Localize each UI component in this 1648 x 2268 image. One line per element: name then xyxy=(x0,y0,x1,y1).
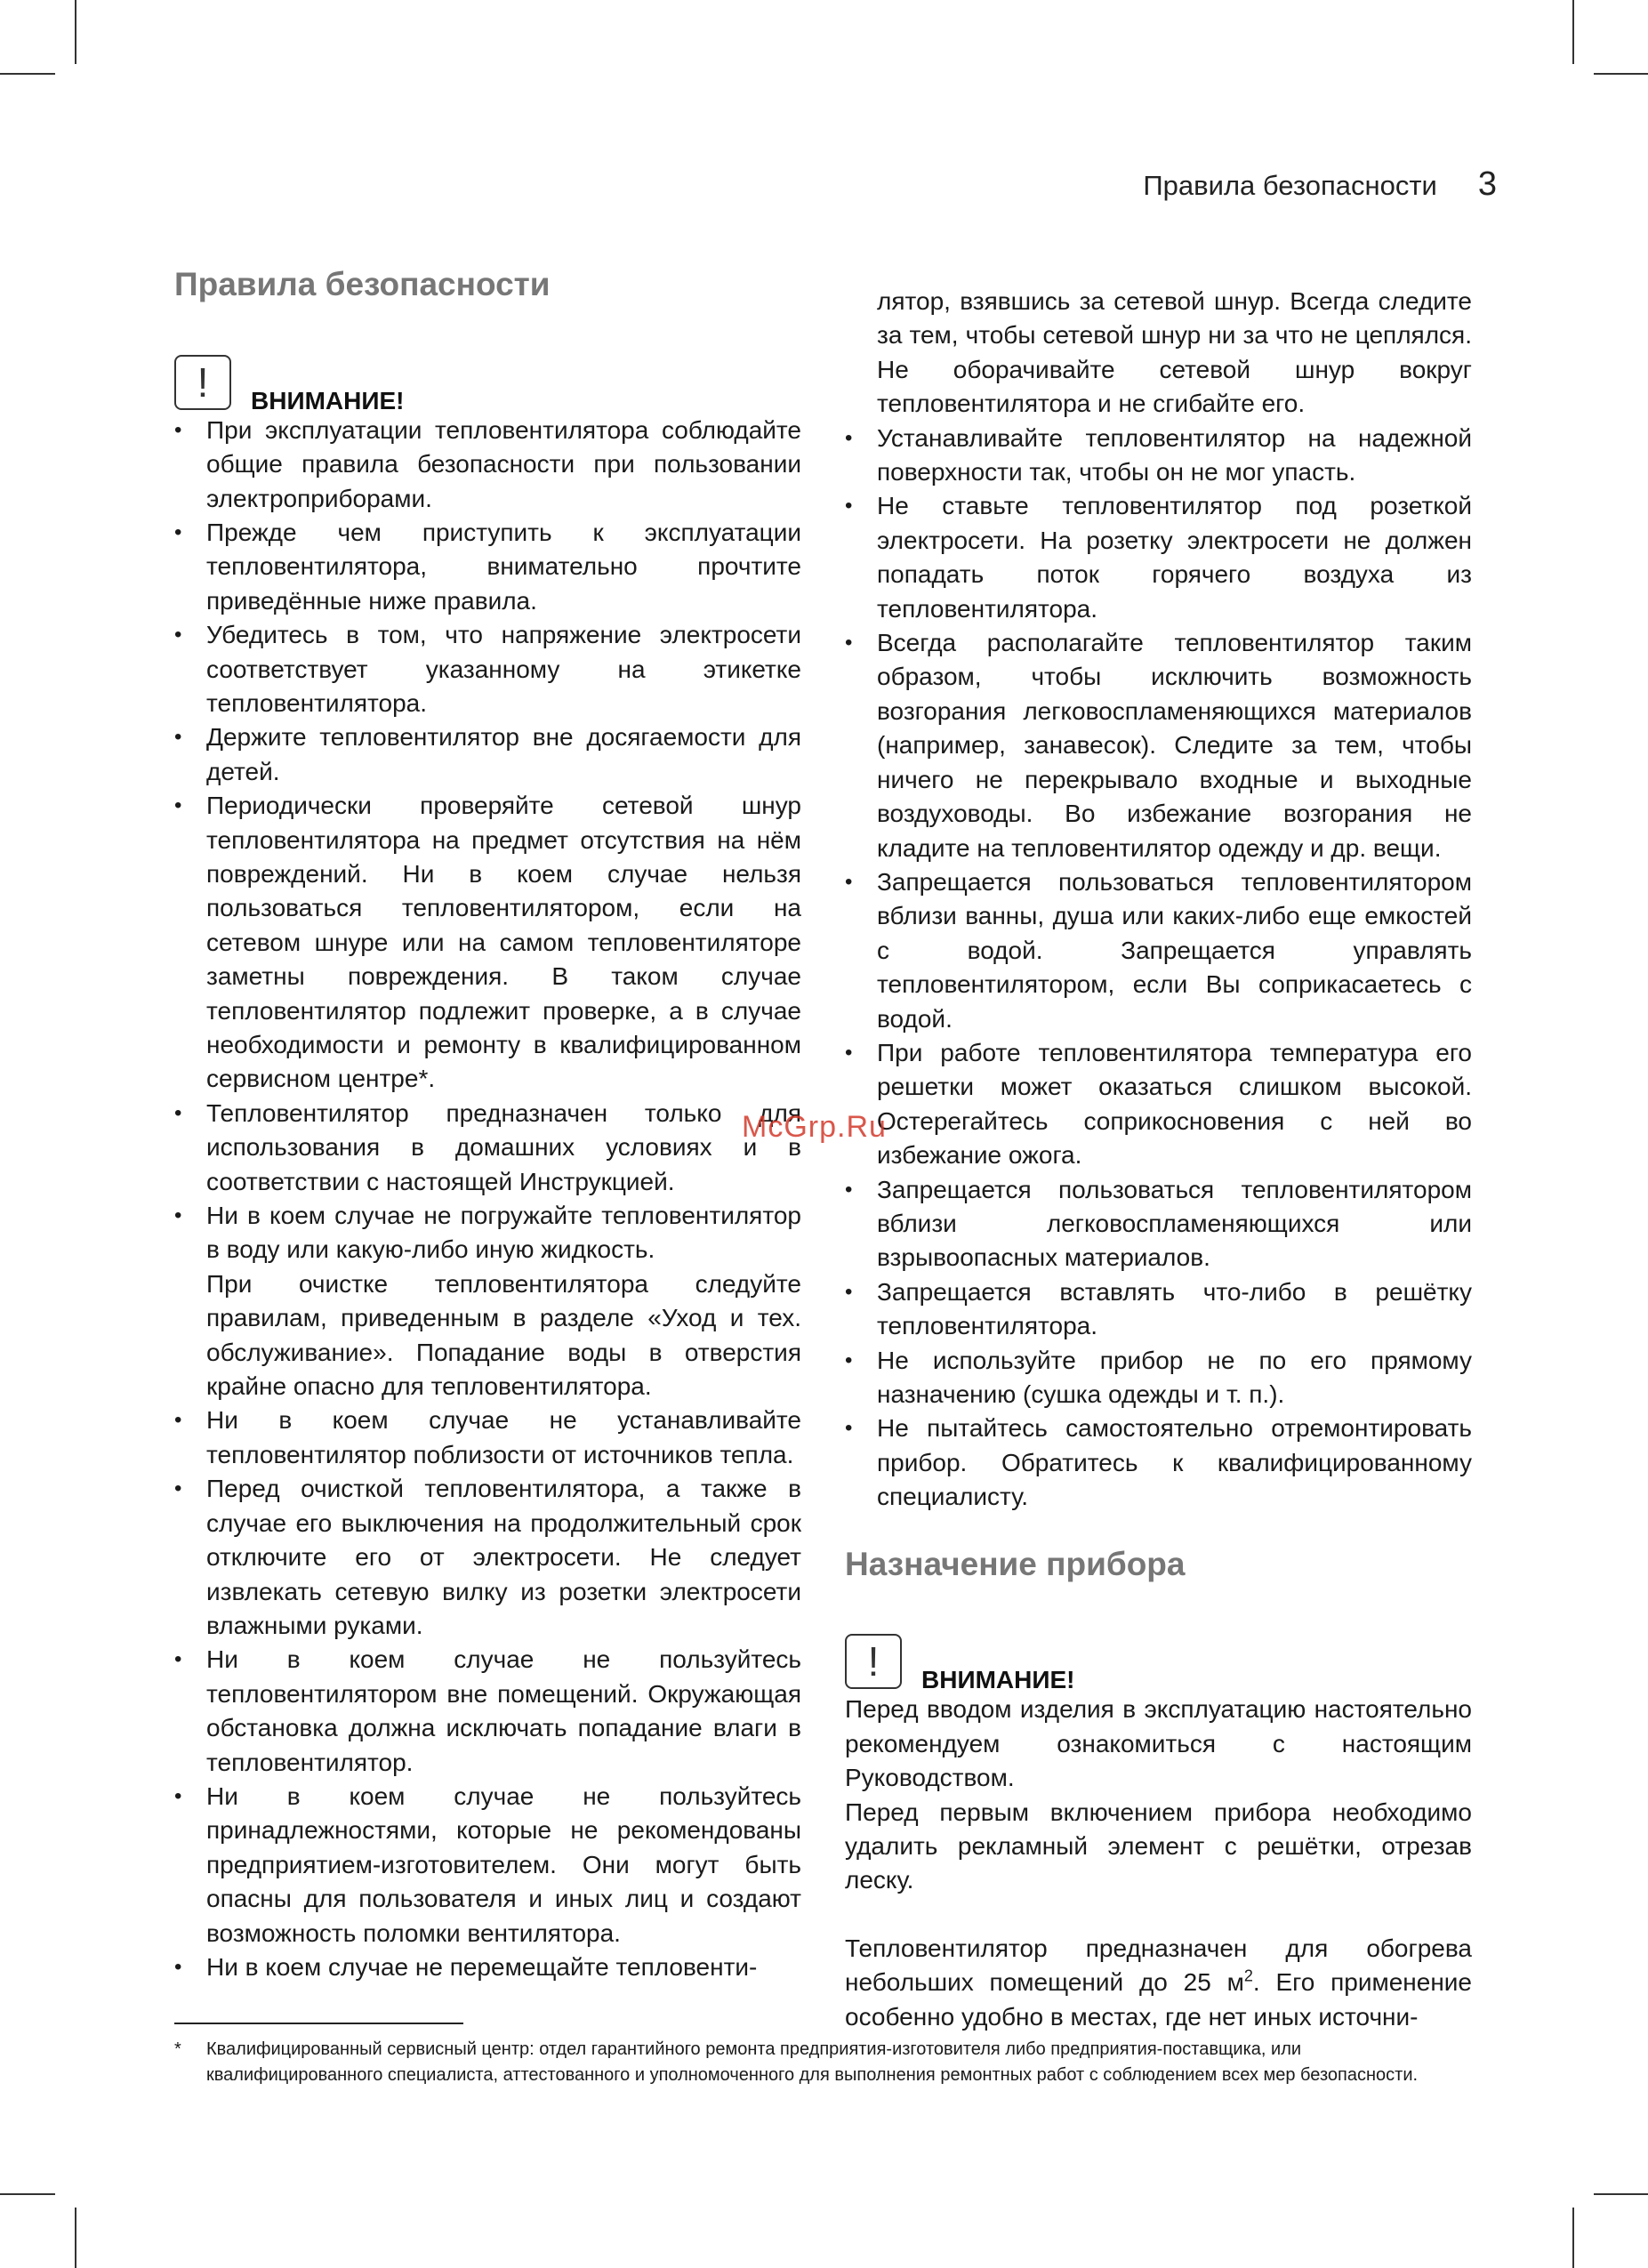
list-item-extra: При очистке тепловентилятора следуйте правилам, приведенным в разделе «Уход и тех. обслуживание». Попадание воды в отверстия крайне опасно для тепловентилятора. xyxy=(206,1269,801,1401)
safety-list xyxy=(174,414,801,1985)
list-item: • Ни в коем случае не перемещайте тепловенти- xyxy=(174,1950,801,1984)
list-item: • Устанавливайте тепловентилятор на надежной поверхности так, чтобы он не мог упасть. xyxy=(845,422,1472,490)
list-item: • Не пытайтесь самостоятельно отремонтировать прибор. Обратитесь к квалифицированному специалисту. xyxy=(845,1411,1472,1514)
superscript: 2 xyxy=(1243,1966,1253,1985)
list-item: • Запрещается пользоваться тепловентилятором вблизи легковоспламеняющихся или взрывоопасных материалов. xyxy=(845,1173,1472,1275)
list-item: • Периодически проверяйте сетевой шнур тепловентилятора на предмет отсутствия на нём повреждений. Ни в коем случае нельзя пользоваться тепловентилятором, если на сетевом шнуре или на самом тепловентиляторе заметны повреждения. В таком случае тепловентилятор подлежит проверке, а в случае необходимости и ремонту в квалифицированном сервисном центре*. xyxy=(174,789,801,1097)
warning-block xyxy=(174,355,801,414)
list-item: • Держите тепловентилятор вне досягаемости для детей. xyxy=(174,720,801,789)
warning-label: ВНИМАНИЕ! xyxy=(251,386,405,414)
list-item: • Ни в коем случае не пользуйтесь тепловентилятором вне помещений. Окружающая обстановка должна исключать попадание влаги в тепловентилятор. xyxy=(174,1643,801,1780)
safety-list-continued xyxy=(845,422,1472,1515)
crop-mark xyxy=(1594,73,1648,75)
page-number: 3 xyxy=(1477,165,1497,203)
footnote-text: Квалифицированный сервисный центр: отдел гарантийного ремонта предприятия-изготовителя либо предприятия-поставщика, или квалифицированного специалиста, аттестованного и уполномоченного для выполнения ремонтных работ с соблюдением всех мер безопасности. xyxy=(206,2039,1419,2085)
footnote-divider xyxy=(174,2023,463,2024)
list-item: • При эксплуатации тепловентилятора соблюдайте общие правила безопасности при пользовании электроприборами. xyxy=(174,414,801,516)
continued-text: лятор, взявшись за сетевой шнур. Всегда следите за тем, чтобы сетевой шнур ни за что не цеплялся. Не оборачивайте сетевой шнур вокруг тепловентилятора и не сгибайте его. xyxy=(877,287,1472,418)
watermark: McGrp.Ru xyxy=(742,1110,887,1144)
warning-block xyxy=(845,1634,1472,1694)
crop-mark xyxy=(0,2193,55,2195)
header-title: Правила безопасности xyxy=(1143,170,1437,201)
list-item: • Всегда располагайте тепловентилятор таким образом, чтобы исключить возможность возгорания легковоспламеняющихся материалов (например, занавесок). Следите за тем, чтобы ничего не перекрывало входные и выходные воздуховоды. Во избежание возгорания не кладите на тепловентилятор одежду и др. вещи. xyxy=(845,626,1472,865)
crop-mark xyxy=(1572,2208,1574,2268)
purpose-paragraph xyxy=(845,1932,1472,2034)
list-item: • Ни в коем случае не пользуйтесь принадлежностями, которые не рекомендованы предприятием-изготовителем. Они могут быть опасны для пользователя и иных лиц и создают возможность поломки вентилятора. xyxy=(174,1780,801,1950)
list-item: • Запрещается вставлять что-либо в решётку тепловентилятора. xyxy=(845,1275,1472,1344)
section-title-safety: Правила безопасности xyxy=(174,266,551,302)
exclamation-icon: ! xyxy=(845,1634,902,1689)
list-item: • Запрещается пользоваться тепловентилятором вблизи ванны, душа или каких-либо еще емкостей с водой. Запрещается управлять тепловентилятором, если Вы соприкасаетесь с водой. xyxy=(845,865,1472,1036)
section-title-purpose: Назначение прибора xyxy=(845,1545,1186,1582)
exclamation-icon: ! xyxy=(174,355,231,410)
list-item: • Ни в коем случае не устанавливайте тепловентилятор поблизости от источников тепла. xyxy=(174,1403,801,1472)
crop-mark xyxy=(1594,2193,1648,2195)
list-item: • При работе тепловентилятора температура его решетки может оказаться слишком высокой. Остерегайтесь соприкосновения с ней во избежание ожога. xyxy=(845,1036,1472,1173)
list-item: • Не ставьте тепловентилятор под розеткой электросети. На розетку электросети не должен попадать поток горячего воздуха из тепловентилятора. xyxy=(845,489,1472,626)
running-header xyxy=(800,165,1497,204)
crop-mark xyxy=(75,0,76,64)
purpose-section xyxy=(845,1547,1472,2034)
paragraph-text: . Его применение особенно удобно в местах, где нет иных источни- xyxy=(845,1968,1473,2031)
paragraph-text: Тепловентилятор предназначен для обогрева небольших помещений до 25 м xyxy=(845,1934,1472,1997)
right-column xyxy=(845,285,1472,2034)
left-column xyxy=(174,267,801,1984)
list-item: • Не используйте прибор не по его прямому назначению (сушка одежды и т. п.). xyxy=(845,1344,1472,1412)
footnote xyxy=(174,2037,1473,2088)
list-item xyxy=(174,1199,801,1403)
footnote-mark: * xyxy=(174,2039,181,2059)
list-item: • Убедитесь в том, что напряжение электросети соответствует указанному на этикетке тепловентилятора. xyxy=(174,618,801,720)
list-item: • Тепловентилятор предназначен только для использования в домашних условиях и в соответствии с настоящей Инструкцией. xyxy=(174,1097,801,1199)
crop-mark xyxy=(75,2208,76,2268)
list-item: • Перед очисткой тепловентилятора, а также в случае его выключения на продолжительный срок отключите его от электросети. Не следует извлекать сетевую вилку из розетки электросети влажными руками. xyxy=(174,1472,801,1643)
crop-mark xyxy=(1572,0,1574,64)
purpose-paragraph: Перед первым включением прибора необходимо удалить рекламный элемент с решётки, отрезав леску. xyxy=(845,1798,1472,1894)
purpose-paragraph: Перед вводом изделия в эксплуатацию настоятельно рекомендуем ознакомиться с настоящим Руководством. xyxy=(845,1695,1472,1792)
list-item: • Прежде чем приступить к эксплуатации тепловентилятора, внимательно прочтите приведённые ниже правила. xyxy=(174,516,801,618)
warning-label: ВНИМАНИЕ! xyxy=(921,1666,1075,1694)
list-item-text: Ни в коем случае не погружайте тепловентилятор в воду или какую-либо иную жидкость. xyxy=(206,1202,801,1264)
crop-mark xyxy=(0,73,55,75)
